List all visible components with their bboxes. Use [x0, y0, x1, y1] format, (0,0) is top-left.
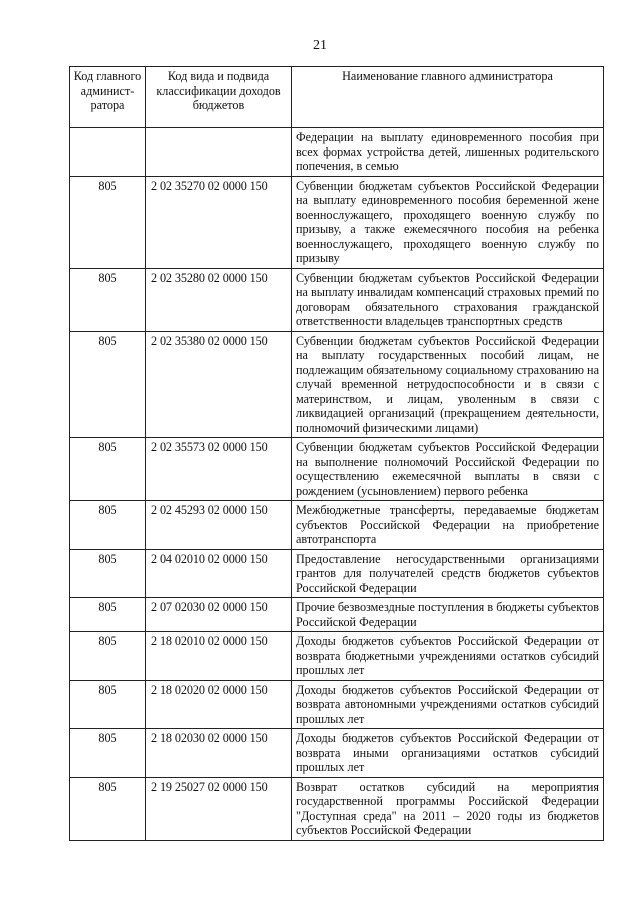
admin-name-cell: Доходы бюджетов субъектов Российской Федерации от возврата бюджетными учреждениями остатков субсидий прошлых лет [292, 632, 604, 681]
table-row [70, 176, 604, 268]
revenue-code-cell: 2 02 45293 02 0000 150 [146, 501, 292, 550]
revenue-code-cell: 2 07 02030 02 0000 150 [146, 598, 292, 632]
page-number: 21 [313, 38, 327, 53]
admin-name-cell: Прочие безвозмездные поступления в бюджеты субъектов Российской Федерации [292, 598, 604, 632]
revenue-administrators-table [69, 66, 604, 841]
table-row [70, 549, 604, 598]
table-row [70, 777, 604, 840]
table-header-row [70, 67, 604, 128]
admin-code-cell: 805 [70, 777, 146, 840]
table-row [70, 128, 604, 177]
revenue-code-cell [146, 128, 292, 177]
admin-code-cell: 805 [70, 268, 146, 331]
admin-code-cell: 805 [70, 632, 146, 681]
table-row [70, 268, 604, 331]
revenue-code-cell: 2 02 35573 02 0000 150 [146, 438, 292, 501]
admin-name-cell: Федерации на выплату единовременного пособия при всех формах устройства детей, лишенных родительского попечения, в семью [292, 128, 604, 177]
table-row [70, 598, 604, 632]
table-row [70, 438, 604, 501]
admin-name-cell: Субвенции бюджетам субъектов Российской Федерации на выполнение полномочий Российской Федерации по осуществлению ежемесячной выплаты в связи с рождением (усыновлением) первого ребенка [292, 438, 604, 501]
revenue-code-cell: 2 04 02010 02 0000 150 [146, 549, 292, 598]
header-revenue-code: Код вида и подвида классификации доходов бюджетов [146, 67, 292, 128]
revenue-code-cell: 2 18 02010 02 0000 150 [146, 632, 292, 681]
admin-name-cell: Предоставление негосударственными организациями грантов для получателей средств бюджетов субъектов Российской Федерации [292, 549, 604, 598]
table-row [70, 331, 604, 438]
admin-name-cell: Доходы бюджетов субъектов Российской Федерации от возврата иными организациями остатков субсидий прошлых лет [292, 729, 604, 778]
admin-code-cell: 805 [70, 680, 146, 729]
header-admin-code: Код главного админист-ратора [70, 67, 146, 128]
admin-name-cell: Возврат остатков субсидий на мероприятия государственной программы Российской Федерации "Доступная среда" на 2011 – 2020 годы из бюджетов субъектов Российской Федерации [292, 777, 604, 840]
admin-code-cell: 805 [70, 438, 146, 501]
revenue-code-cell: 2 02 35280 02 0000 150 [146, 268, 292, 331]
revenue-code-cell: 2 18 02020 02 0000 150 [146, 680, 292, 729]
table-row [70, 632, 604, 681]
admin-code-cell [70, 128, 146, 177]
table-row [70, 729, 604, 778]
admin-code-cell: 805 [70, 176, 146, 268]
header-admin-name: Наименование главного администратора [292, 67, 604, 128]
admin-name-cell: Субвенции бюджетам субъектов Российской Федерации на выплату государственных пособий лицам, не подлежащим обязательному социальному страхованию на случай временной нетрудоспособности и в связи с материнством, и лицам, уволенным в связи с ликвидацией организаций (прекращением деятельности, полномочий физическими лицами) [292, 331, 604, 438]
revenue-code-cell: 2 19 25027 02 0000 150 [146, 777, 292, 840]
admin-name-cell: Субвенции бюджетам субъектов Российской Федерации на выплату единовременного пособия беременной жене военнослужащего, проходящего военную службу по призыву, а также ежемесячного пособия на ребенка военнослужащего, проходящего военную службу по призыву [292, 176, 604, 268]
admin-code-cell: 805 [70, 598, 146, 632]
revenue-code-cell: 2 18 02030 02 0000 150 [146, 729, 292, 778]
admin-code-cell: 805 [70, 501, 146, 550]
admin-name-cell: Субвенции бюджетам субъектов Российской Федерации на выплату инвалидам компенсаций страховых премий по договорам обязательного страхования гражданской ответственности владельцев транспортных средств [292, 268, 604, 331]
table-row [70, 680, 604, 729]
admin-code-cell: 805 [70, 729, 146, 778]
admin-code-cell: 805 [70, 331, 146, 438]
admin-name-cell: Доходы бюджетов субъектов Российской Федерации от возврата автономными учреждениями остатков субсидий прошлых лет [292, 680, 604, 729]
revenue-code-cell: 2 02 35270 02 0000 150 [146, 176, 292, 268]
admin-name-cell: Межбюджетные трансферты, передаваемые бюджетам субъектов Российской Федерации на приобретение автотранспорта [292, 501, 604, 550]
table-row [70, 501, 604, 550]
admin-code-cell: 805 [70, 549, 146, 598]
revenue-code-cell: 2 02 35380 02 0000 150 [146, 331, 292, 438]
